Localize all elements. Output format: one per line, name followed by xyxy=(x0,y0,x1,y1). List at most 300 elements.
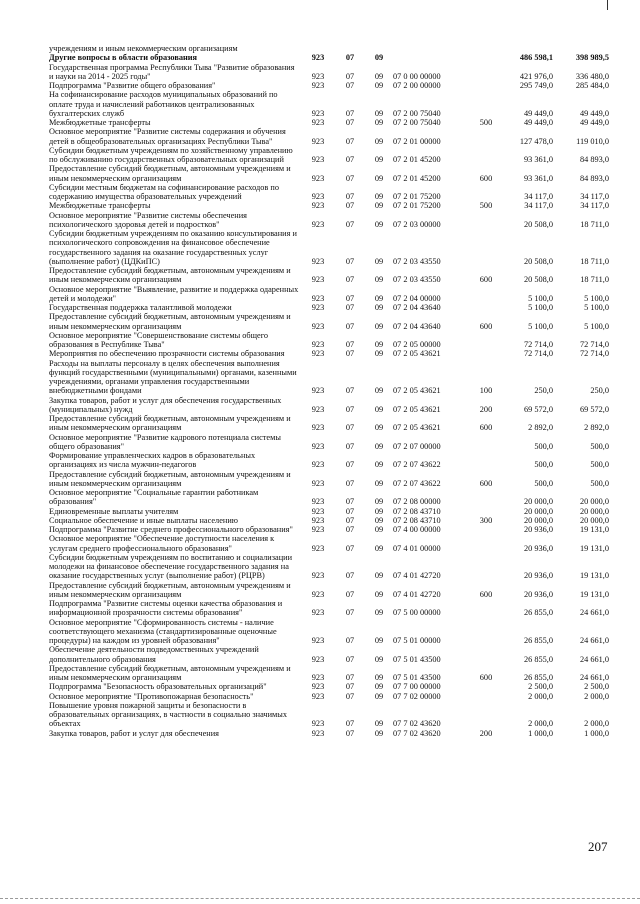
row-name: Субсидии бюджетным учреждениям по воспитанию и социализации молодежи на финансовое обеспечение государственного задания на оказание государственных услуг (выполнение работ) (РЦРВ) xyxy=(49,552,293,581)
row-amount-year-1: 20 508,0 xyxy=(523,256,553,266)
row-amount-year-1: 20 508,0 xyxy=(523,275,553,285)
row-ministry-code: 923 xyxy=(311,201,325,211)
row-expense-type xyxy=(471,682,501,691)
row-subsection: 09 xyxy=(374,497,384,507)
row-name: Основное мероприятие "Обеспечение доступности населения к услугам среднего профессионального образования" xyxy=(49,534,275,553)
row-name: Основное мероприятие "Выявление, развитие и поддержка одаренных детей и молодежи" xyxy=(49,284,299,303)
table-row xyxy=(49,349,609,358)
row-section: 07 xyxy=(345,728,355,738)
row-name: Основное мероприятие "Развитие кадрового потенциала системы общего образования" xyxy=(49,432,281,451)
row-name: Субсидии местным бюджетам на софинансирование расходов по содержанию имущества образовательных учреждений xyxy=(49,182,279,201)
row-expense-type xyxy=(471,183,501,202)
row-amount-year-1: 2 000,0 xyxy=(528,719,553,729)
row-ministry-code: 923 xyxy=(311,515,325,525)
row-subsection: 09 xyxy=(374,71,384,81)
row-expense-type xyxy=(471,349,501,358)
table-row xyxy=(49,664,609,683)
row-expense-type: 600 xyxy=(479,478,493,488)
row-ministry-code: 923 xyxy=(311,543,325,553)
row-amount-year-2: 20 000,0 xyxy=(579,515,609,525)
row-section: 07 xyxy=(345,423,355,433)
row-target-article: 07 2 08 43710 xyxy=(393,515,441,525)
row-section: 07 xyxy=(345,673,355,682)
row-expense-type: 600 xyxy=(479,173,493,183)
row-ministry-code: 923 xyxy=(311,155,325,164)
row-target-article: 07 2 08 00000 xyxy=(393,497,441,507)
table-row xyxy=(49,645,609,664)
row-section: 07 xyxy=(345,349,355,359)
row-target-article: 07 2 05 43621 xyxy=(393,349,441,359)
row-amount-year-2: 18 711,0 xyxy=(580,275,609,285)
row-target-article: 07 0 00 00000 xyxy=(393,71,441,81)
row-ministry-code: 923 xyxy=(311,53,325,63)
row-name: Государственная программа Республики Тыва "Развитие образования и науки на 2014 - 2025 годы" xyxy=(49,62,295,81)
row-ministry-code: 923 xyxy=(311,71,325,81)
row-name: Обеспечение деятельности подведомственных учреждений дополнительного образования xyxy=(49,645,259,664)
row-section: 07 xyxy=(345,654,355,664)
row-name: Основное мероприятие "Развитие системы обеспечения психологического здоровья детей и подростков" xyxy=(49,210,247,229)
table-row xyxy=(49,488,609,507)
row-amount-year-2: 5 100,0 xyxy=(584,293,609,303)
row-ministry-code: 923 xyxy=(311,719,325,729)
row-subsection: 09 xyxy=(374,293,384,303)
row-subsection: 09 xyxy=(374,108,384,118)
row-expense-type xyxy=(471,211,501,230)
row-expense-type xyxy=(471,63,501,82)
row-ministry-code: 923 xyxy=(311,81,325,90)
row-section: 07 xyxy=(345,719,355,729)
row-amount-year-1: 26 855,0 xyxy=(523,636,553,645)
row-subsection: 09 xyxy=(374,136,384,146)
row-target-article: 07 4 01 00000 xyxy=(393,543,441,553)
table-row xyxy=(49,396,609,415)
row-ministry-code: 923 xyxy=(311,173,325,183)
row-amount-year-2: 49 449,0 xyxy=(579,118,609,127)
row-section: 07 xyxy=(345,682,355,692)
row-amount-year-2: 24 661,0 xyxy=(579,654,609,664)
row-section: 07 xyxy=(345,118,355,127)
row-target-article: 07 7 02 43620 xyxy=(393,728,441,738)
row-name: Основное мероприятие "Сформированность системы - наличие соответствующего механизма (стандартизированные оценочные процедуры) на каждом из уровней образования" xyxy=(49,617,277,645)
budget-table xyxy=(49,44,609,738)
row-subsection: 09 xyxy=(374,654,384,664)
row-amount-year-1: 69 572,0 xyxy=(523,404,553,414)
row-name: Другие вопросы в области образования xyxy=(49,53,198,63)
row-amount-year-2: 19 131,0 xyxy=(579,525,609,534)
row-ministry-code: 923 xyxy=(311,118,325,127)
row-section xyxy=(335,44,365,53)
row-name: Межбюджетные трансферты xyxy=(49,118,151,127)
row-amount-year-2: 19 131,0 xyxy=(579,571,609,581)
row-expense-type xyxy=(471,53,501,62)
row-amount-year-1: 49 449,0 xyxy=(523,108,553,118)
row-ministry-code: 923 xyxy=(311,423,325,433)
row-name: Повышение уровня пожарной защиты и безопасности в образовательных организациях, в частности в социально значимых объектах xyxy=(49,700,288,729)
row-subsection: 09 xyxy=(374,441,384,451)
row-target-article: 07 7 02 00000 xyxy=(393,691,441,701)
row-section: 07 xyxy=(345,478,355,488)
row-target-article: 07 4 01 42720 xyxy=(393,571,441,581)
row-name: Основное мероприятие "Противопожарная безопасность" xyxy=(49,691,254,701)
row-target-article: 07 5 01 00000 xyxy=(393,636,441,645)
table-row xyxy=(49,516,609,525)
row-amount-year-1: 20 000,0 xyxy=(523,497,553,507)
row-ministry-code: 923 xyxy=(311,303,325,312)
row-expense-type: 200 xyxy=(479,404,493,414)
row-amount-year-2: 34 117,0 xyxy=(580,201,609,211)
row-subsection: 09 xyxy=(374,673,384,682)
row-ministry-code: 923 xyxy=(311,691,325,701)
row-subsection: 09 xyxy=(374,321,384,331)
row-amount-year-2: 84 893,0 xyxy=(579,173,609,183)
row-section: 07 xyxy=(345,441,355,451)
row-subsection: 09 xyxy=(374,81,384,90)
row-amount-year-1: 20 000,0 xyxy=(523,506,553,516)
row-amount-year-1: 93 361,0 xyxy=(523,155,553,164)
row-subsection: 09 xyxy=(374,53,384,63)
table-row xyxy=(49,331,609,350)
row-ministry-code: 923 xyxy=(311,571,325,581)
row-amount-year-1: 26 855,0 xyxy=(523,673,553,682)
table-row xyxy=(49,525,609,534)
row-subsection xyxy=(365,44,393,53)
row-amount-year-2: 119 010,0 xyxy=(576,136,609,146)
row-section: 07 xyxy=(345,173,355,183)
row-section: 07 xyxy=(345,155,355,164)
row-target-article: 07 2 05 43621 xyxy=(393,386,441,396)
row-ministry-code: 923 xyxy=(311,636,325,645)
row-ministry-code: 923 xyxy=(311,589,325,599)
budget-table-body xyxy=(49,44,609,738)
row-amount-year-1: 2 892,0 xyxy=(528,423,553,433)
row-subsection: 09 xyxy=(374,219,384,229)
row-amount-year-2: 336 480,0 xyxy=(575,71,609,81)
row-section: 07 xyxy=(345,497,355,507)
row-expense-type: 600 xyxy=(479,423,493,433)
row-name: Подпрограмма "Развитие среднего профессионального образования" xyxy=(49,525,293,534)
row-subsection: 09 xyxy=(374,571,384,581)
table-row xyxy=(49,692,609,701)
row-amount-year-2: 72 714,0 xyxy=(579,349,609,359)
row-section: 07 xyxy=(345,256,355,266)
row-target-article: 07 2 01 75200 xyxy=(393,192,441,201)
row-target-article: 07 2 01 75200 xyxy=(393,201,441,211)
row-expense-type xyxy=(471,90,501,118)
row-amount-year-1 xyxy=(501,44,553,53)
row-section: 07 xyxy=(345,589,355,599)
row-amount-year-1: 2 000,0 xyxy=(528,691,553,701)
row-amount-year-1: 26 855,0 xyxy=(523,654,553,664)
row-ministry-code: 923 xyxy=(311,654,325,664)
row-name: Межбюджетные трансферты xyxy=(49,201,151,211)
row-amount-year-2: 5 100,0 xyxy=(584,321,609,331)
row-name: Единовременные выплаты учителям xyxy=(49,506,179,516)
row-expense-type xyxy=(471,599,501,618)
row-subsection: 09 xyxy=(374,192,384,201)
row-amount-year-2: 2 000,0 xyxy=(584,719,609,729)
row-amount-year-1: 72 714,0 xyxy=(523,349,553,359)
row-section: 07 xyxy=(345,608,355,618)
table-row xyxy=(49,164,609,183)
row-amount-year-2: 2 500,0 xyxy=(584,682,609,692)
row-ministry-code: 923 xyxy=(311,404,325,414)
row-ministry-code: 923 xyxy=(311,441,325,451)
row-target-article: 07 2 03 43550 xyxy=(393,275,441,285)
row-subsection: 09 xyxy=(374,155,384,164)
row-amount-year-2: 24 661,0 xyxy=(579,636,609,645)
table-row xyxy=(49,303,609,312)
row-section: 07 xyxy=(345,71,355,81)
row-section: 07 xyxy=(345,691,355,701)
row-expense-type xyxy=(471,331,501,350)
row-ministry-code: 923 xyxy=(311,275,325,285)
row-name: учреждениям и иным некоммерческим организациям xyxy=(49,44,238,53)
row-expense-type: 600 xyxy=(479,589,493,599)
row-ministry-code: 923 xyxy=(311,349,325,359)
row-expense-type xyxy=(471,488,501,507)
row-name: Подпрограмма "Безопасность образовательных организаций" xyxy=(49,682,267,692)
row-subsection: 09 xyxy=(374,506,384,516)
table-row xyxy=(49,81,609,90)
row-amount-year-1: 72 714,0 xyxy=(523,340,553,349)
row-target-article: 07 2 05 43621 xyxy=(393,423,441,433)
row-amount-year-1: 5 100,0 xyxy=(528,293,553,303)
row-expense-type xyxy=(471,618,501,646)
row-amount-year-2: 2 000,0 xyxy=(584,691,609,701)
row-ministry-code: 923 xyxy=(311,256,325,266)
row-subsection: 09 xyxy=(374,682,384,692)
row-ministry-code xyxy=(301,44,335,53)
row-subsection: 09 xyxy=(374,201,384,211)
row-amount-year-1: 49 449,0 xyxy=(523,118,553,127)
table-row xyxy=(49,229,609,266)
row-target-article: 07 2 03 00000 xyxy=(393,219,441,229)
row-amount-year-1: 295 749,0 xyxy=(519,81,553,90)
table-row xyxy=(49,553,609,581)
row-name: Социальное обеспечение и иные выплаты населению xyxy=(49,515,238,525)
row-expense-type xyxy=(471,645,501,664)
row-section: 07 xyxy=(345,525,355,534)
row-amount-year-1: 34 117,0 xyxy=(524,192,553,201)
row-target-article: 07 2 07 00000 xyxy=(393,441,441,451)
row-target-article: 07 2 07 43622 xyxy=(393,460,441,470)
row-amount-year-2: 18 711,0 xyxy=(580,256,609,266)
row-amount-year-2: 18 711,0 xyxy=(580,219,609,229)
row-target-article: 07 2 01 45200 xyxy=(393,155,441,164)
row-amount-year-1: 500,0 xyxy=(534,478,553,488)
row-amount-year-1: 500,0 xyxy=(534,460,553,470)
row-ministry-code: 923 xyxy=(311,506,325,516)
row-target-article: 07 2 05 43621 xyxy=(393,404,441,414)
row-amount-year-1: 20 508,0 xyxy=(523,219,553,229)
row-expense-type xyxy=(471,553,501,581)
row-expense-type xyxy=(471,44,501,53)
row-expense-type xyxy=(471,525,501,534)
row-expense-type xyxy=(471,507,501,516)
table-row xyxy=(49,211,609,230)
table-row xyxy=(49,618,609,646)
row-expense-type: 300 xyxy=(479,515,493,525)
row-name: Расходы на выплаты персоналу в целях обеспечения выполнения функций государственными (муниципальными) органами, казенными учреждениями, органами управления государственными внебюджетными фондами xyxy=(49,358,297,396)
row-section: 07 xyxy=(345,321,355,331)
row-amount-year-2: 69 572,0 xyxy=(579,404,609,414)
row-section: 07 xyxy=(345,571,355,581)
row-section: 07 xyxy=(345,108,355,118)
row-ministry-code: 923 xyxy=(311,293,325,303)
row-amount-year-2: 84 893,0 xyxy=(579,155,609,164)
row-expense-type: 600 xyxy=(479,275,493,285)
row-amount-year-1: 20 000,0 xyxy=(523,515,553,525)
row-name: Субсидии бюджетным учреждениям по хозяйственному управлению по обслуживанию государственных образовательных организаций xyxy=(49,145,293,164)
row-name: На софинансирование расходов муниципальных образований по оплате труда и начислений работников централизованных бухгалтерских служб xyxy=(49,90,278,118)
row-section: 07 xyxy=(345,201,355,211)
row-expense-type: 200 xyxy=(479,728,493,738)
row-target-article: 07 2 04 00000 xyxy=(393,293,441,303)
row-section: 07 xyxy=(345,81,355,90)
row-section: 07 xyxy=(345,636,355,645)
row-expense-type: 500 xyxy=(479,118,493,127)
table-row xyxy=(49,312,609,331)
row-section: 07 xyxy=(345,386,355,396)
table-row xyxy=(49,118,609,127)
table-row xyxy=(49,359,609,396)
row-ministry-code: 923 xyxy=(311,321,325,331)
table-row xyxy=(49,599,609,618)
row-amount-year-2: 285 484,0 xyxy=(575,81,609,90)
row-expense-type xyxy=(471,229,501,266)
row-amount-year-1: 486 598,1 xyxy=(519,53,553,63)
row-name: Предоставление субсидий бюджетным, автономным учреждениям и иным некоммерческим организациям xyxy=(49,312,291,331)
row-name: Предоставление субсидий бюджетным, автономным учреждениям и иным некоммерческим организациям xyxy=(49,266,291,285)
row-name: Предоставление субсидий бюджетным, автономным учреждениям и иным некоммерческим организациям xyxy=(49,469,291,488)
row-ministry-code: 923 xyxy=(311,682,325,692)
table-row xyxy=(49,581,609,600)
row-amount-year-1: 421 976,0 xyxy=(519,71,553,81)
table-row xyxy=(49,90,609,118)
row-name: Предоставление субсидий бюджетным, автономным учреждениям и иным некоммерческим организациям xyxy=(49,580,291,599)
row-name: Предоставление субсидий бюджетным, автономным учреждениям и иным некоммерческим организациям xyxy=(49,663,291,682)
row-subsection: 09 xyxy=(374,404,384,414)
row-amount-year-1: 20 936,0 xyxy=(523,589,553,599)
row-ministry-code: 923 xyxy=(311,673,325,682)
row-subsection: 09 xyxy=(374,275,384,285)
row-amount-year-1: 1 000,0 xyxy=(528,728,553,738)
row-subsection: 09 xyxy=(374,691,384,701)
row-target-article: 07 2 03 43550 xyxy=(393,256,441,266)
row-ministry-code: 923 xyxy=(311,525,325,534)
row-amount-year-1: 500,0 xyxy=(534,441,553,451)
table-row xyxy=(49,146,609,165)
row-subsection: 09 xyxy=(374,349,384,359)
row-name: Закупка товаров, работ и услуг для обеспечения xyxy=(49,728,219,738)
row-name: Субсидии бюджетным учреждениям по оказанию консультирования и психологического сопровождения на финансовое обеспечение государственного задания на оказание государственных услуг (выполнение работ) (ЦДКиПС) xyxy=(49,229,297,266)
row-subsection: 09 xyxy=(374,608,384,618)
table-row xyxy=(49,534,609,553)
row-target-article: 07 5 00 00000 xyxy=(393,608,441,618)
row-section: 07 xyxy=(345,136,355,146)
scan-edge xyxy=(0,898,640,899)
row-amount-year-2: 72 714,0 xyxy=(579,340,609,349)
row-amount-year-2: 500,0 xyxy=(590,441,609,451)
row-expense-type xyxy=(471,285,501,304)
row-subsection: 09 xyxy=(374,719,384,729)
row-subsection: 09 xyxy=(374,543,384,553)
row-name: Предоставление субсидий бюджетным, автономным учреждениям и иным некоммерческим организациям xyxy=(49,414,291,433)
row-target-article: 07 2 08 43710 xyxy=(393,506,441,516)
row-amount-year-2: 19 131,0 xyxy=(579,543,609,553)
row-subsection: 09 xyxy=(374,478,384,488)
row-name: Предоставление субсидий бюджетным, автономным учреждениям и иным некоммерческим организациям xyxy=(49,164,291,183)
row-section: 07 xyxy=(345,293,355,303)
row-section: 07 xyxy=(345,275,355,285)
row-ministry-code: 923 xyxy=(311,608,325,618)
row-name: Подпрограмма "Развитие системы оценки качества образования и информационной прозрачности системы образования" xyxy=(49,599,283,618)
row-expense-type xyxy=(471,534,501,553)
row-expense-type xyxy=(471,81,501,90)
row-target-article: 07 2 00 00000 xyxy=(393,81,441,90)
row-amount-year-2: 19 131,0 xyxy=(579,589,609,599)
row-subsection: 09 xyxy=(374,515,384,525)
row-ministry-code: 923 xyxy=(311,460,325,470)
row-section: 07 xyxy=(345,404,355,414)
row-target-article: 07 2 00 75040 xyxy=(393,108,441,118)
row-amount-year-2 xyxy=(553,44,609,53)
row-section: 07 xyxy=(345,506,355,516)
row-ministry-code: 923 xyxy=(311,136,325,146)
row-expense-type xyxy=(471,701,501,729)
row-amount-year-2: 2 892,0 xyxy=(584,423,609,433)
row-name: Подпрограмма "Развитие общего образования" xyxy=(49,81,216,90)
row-ministry-code: 923 xyxy=(311,497,325,507)
row-expense-type xyxy=(471,303,501,312)
row-amount-year-2: 250,0 xyxy=(590,386,609,396)
table-row xyxy=(49,507,609,516)
row-ministry-code: 923 xyxy=(311,108,325,118)
row-subsection: 09 xyxy=(374,728,384,738)
row-amount-year-2: 49 449,0 xyxy=(579,108,609,118)
row-name: Закупка товаров, работ и услуг для обеспечения государственных (муниципальных) нужд xyxy=(49,395,282,414)
row-name: Основное мероприятие "Развитие системы содержания и обучения детей в общеобразовательных организациях Республики Тыва" xyxy=(49,127,286,146)
row-expense-type: 600 xyxy=(479,673,493,682)
row-amount-year-2: 1 000,0 xyxy=(584,728,609,738)
row-amount-year-2: 34 117,0 xyxy=(580,192,609,201)
row-target-article: 07 7 00 00000 xyxy=(393,682,441,692)
row-subsection: 09 xyxy=(374,636,384,645)
row-subsection: 09 xyxy=(374,460,384,470)
table-row xyxy=(49,414,609,433)
row-expense-type xyxy=(471,127,501,146)
table-row xyxy=(49,127,609,146)
row-name: Формирование управленческих кадров в образовательных организациях из числа мужчин-педагогов xyxy=(49,451,256,470)
row-name: Государственная поддержка талантливой молодежи xyxy=(49,303,232,312)
row-amount-year-1: 34 117,0 xyxy=(524,201,553,211)
row-target-article: 07 5 01 43500 xyxy=(393,673,441,682)
row-amount-year-1: 26 855,0 xyxy=(523,608,553,618)
table-row xyxy=(49,682,609,691)
table-row xyxy=(49,451,609,470)
row-target-article: 07 4 01 42720 xyxy=(393,589,441,599)
row-subsection: 09 xyxy=(374,340,384,349)
table-row xyxy=(49,266,609,285)
row-amount-year-2: 5 100,0 xyxy=(584,303,609,312)
row-section: 07 xyxy=(345,53,355,63)
row-section: 07 xyxy=(345,460,355,470)
row-target-article: 07 2 01 00000 xyxy=(393,136,441,146)
row-amount-year-1: 5 100,0 xyxy=(528,321,553,331)
row-amount-year-1: 93 361,0 xyxy=(523,173,553,183)
row-name: Мероприятия по обеспечению прозрачности системы образования xyxy=(49,349,285,359)
row-target-article: 07 5 01 43500 xyxy=(393,654,441,664)
